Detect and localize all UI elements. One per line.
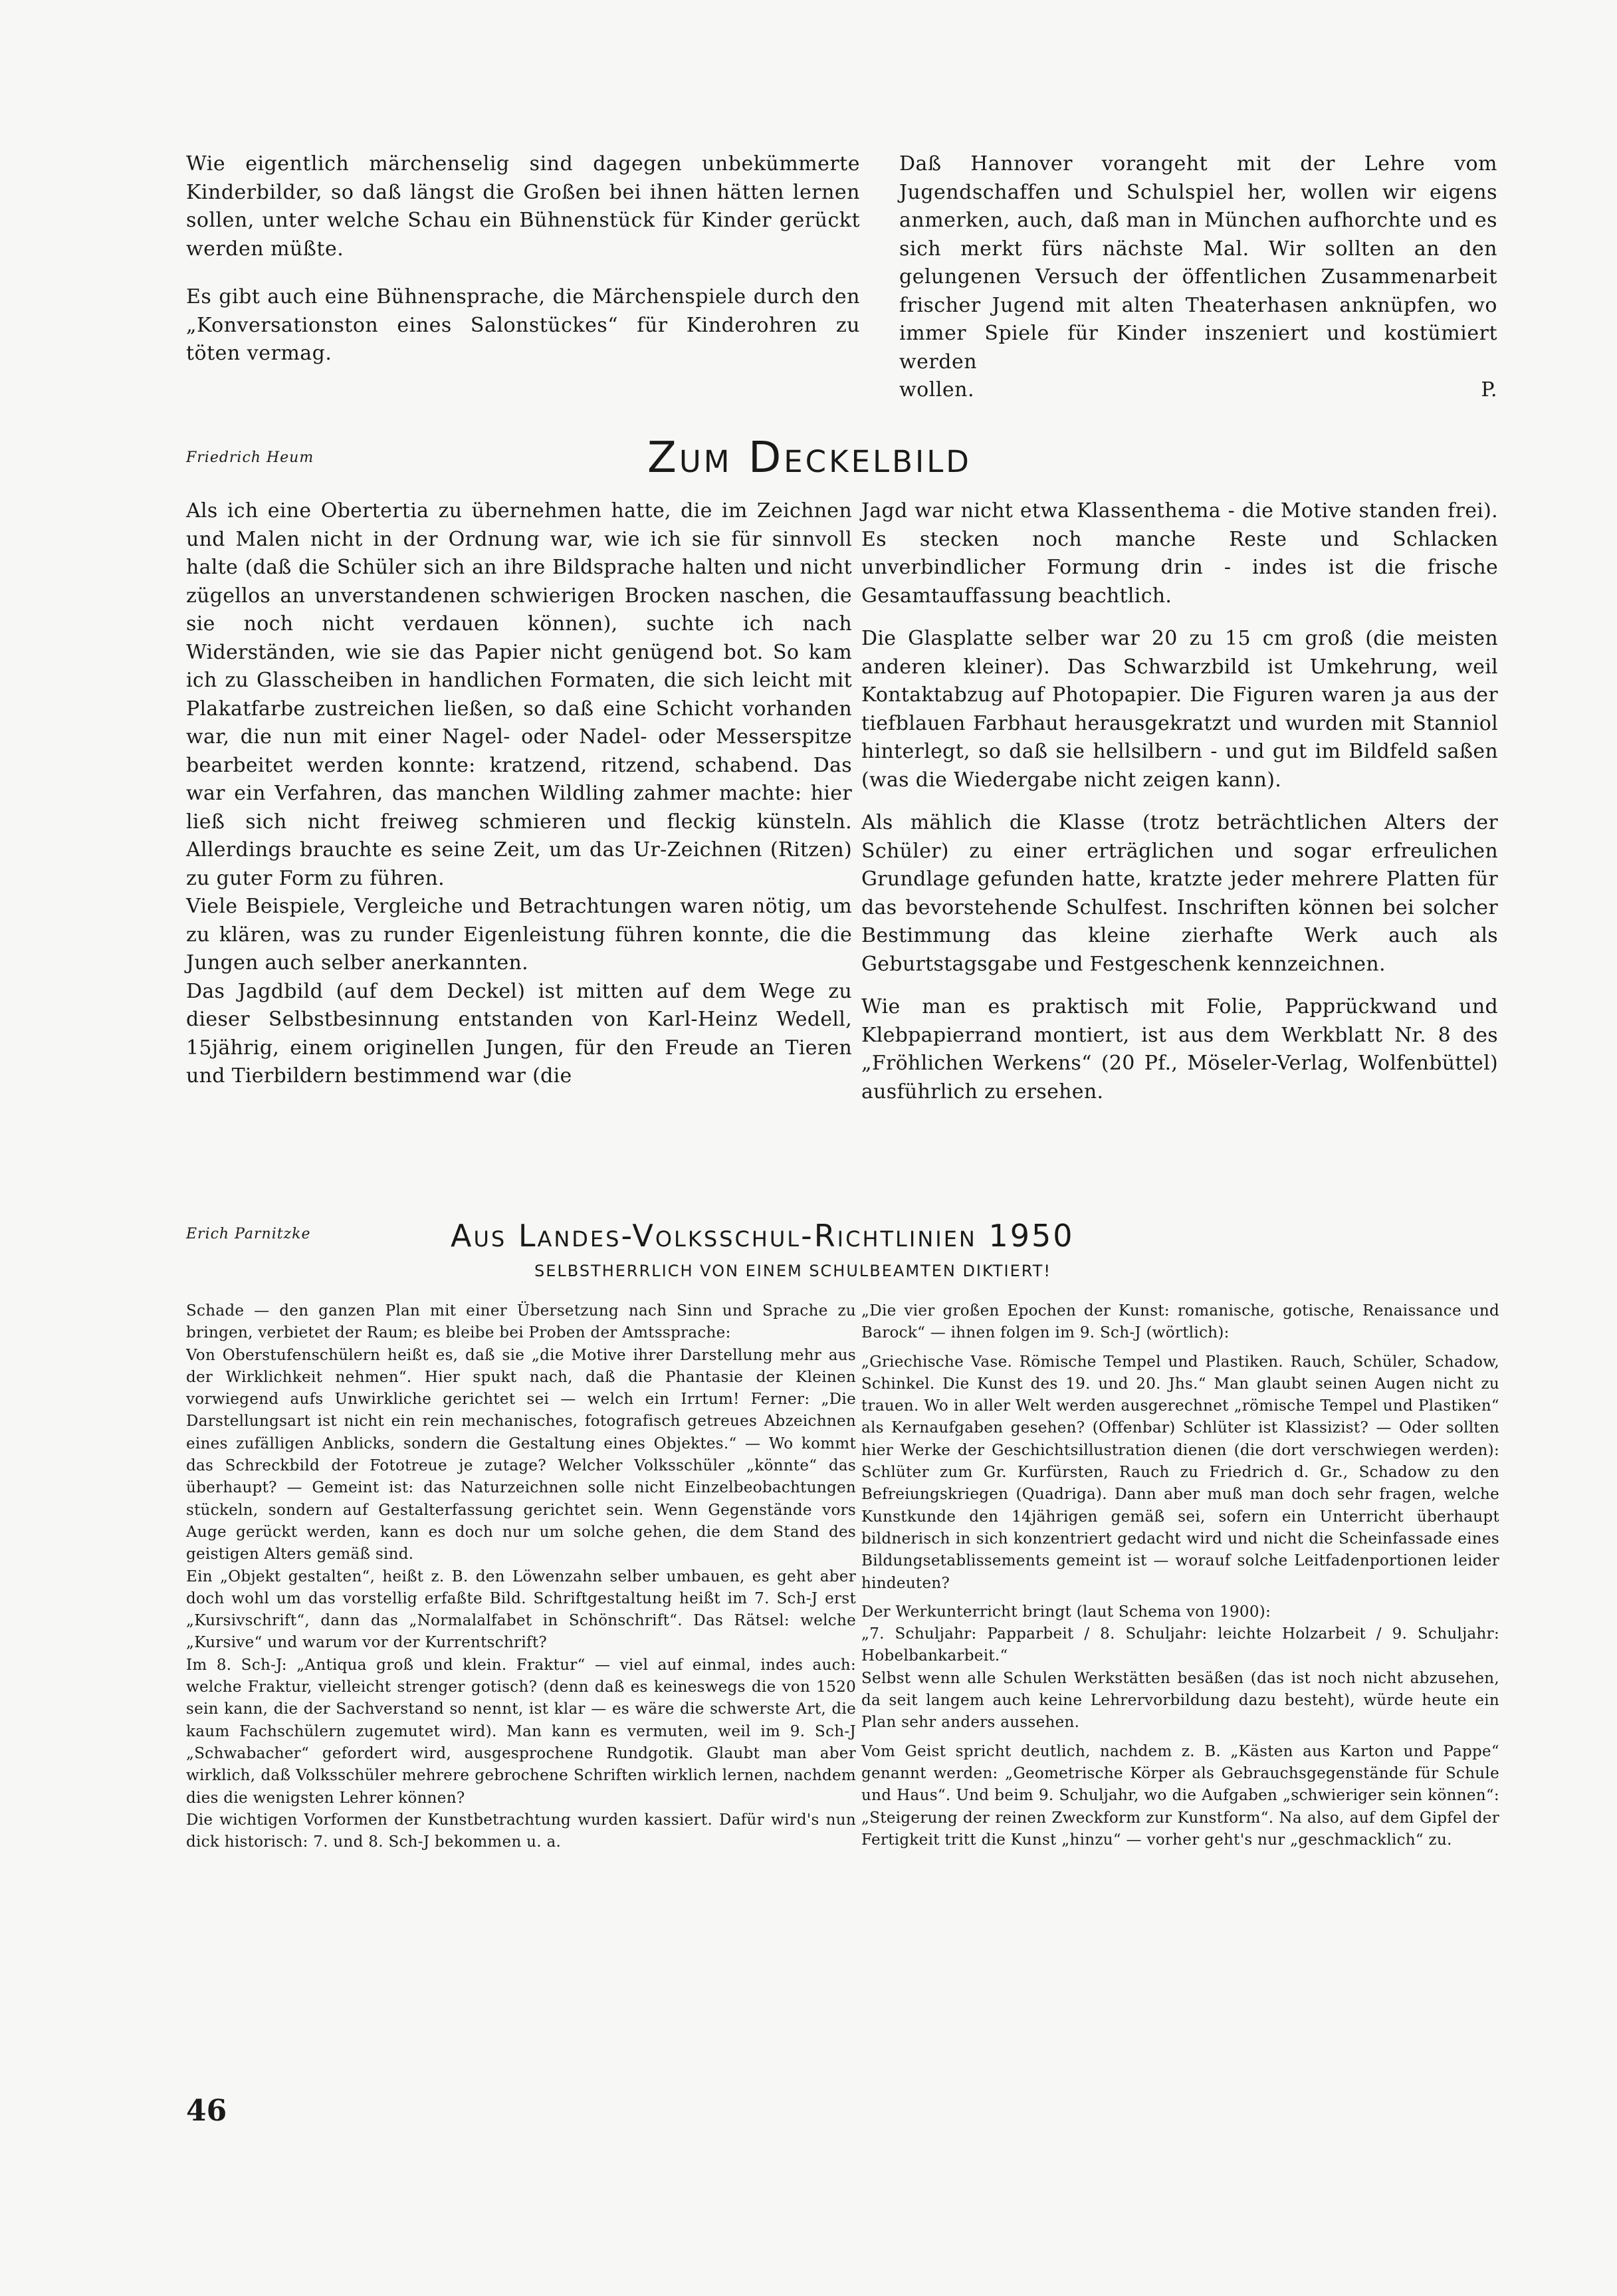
paragraph: „7. Schuljahr: Papparbeit / 8. Schuljahr: leichte Holzarbeit / 9. Schuljahr: Hobelbankarbeit.“ [861,1625,1499,1665]
paragraph: Ein „Objekt gestalten“, heißt z. B. den Löwenzahn selber umbauen, es geht aber doch wohl um das vorstellig erfaßte Bild. Schriftgestaltung heißt im 7. Sch-J erst „Kursivschrift“, dann das „Normalalfabet in Schönschrift“. Das Rätsel: welche „Kursive“ und warum vor der Kurrentschrift? [186,1567,856,1652]
paragraph: „Griechische Vase. Römische Tempel und Plastiken. Rauch, Schüler, Schadow, Schinkel. Die Kunst des 19. und 20. Jhs.“ Man glaubt seinen Augen nicht zu trauen. Wo in aller Welt werden ausgerechnet „römische Tempel und Plastiken“ als Kernaufgaben gesehen? (Offenbar) Schlüter ist Klassizist? — Oder sollten hier Werke der Geschichtsillustration dienen (die dort verschwiegen werden): Schlüter zum Gr. Kurfürsten, Rauch zu Friedrich d. Gr., Schadow zu den Befreiungskriegen (Quadriga). Dann aber muß man doch sehr fragen, welche Kunstkunde den 14jährigen gemäß sei, sofern ein Unterricht überhaupt bildnerisch in sich konzentriert gedacht wird und nicht die Scheinfassade eines Bildungsetablissements gemeint ist — worauf solche Leitfadenportionen leider hindeuten? [861,1353,1499,1592]
paragraph: Der Werkunterricht bringt (laut Schema von 1900): [861,1603,1271,1621]
paragraph: Selbst wenn alle Schulen Werkstätten besäßen (das ist noch nicht abzusehen, da seit langem auch keine Lehrervorbildung dazu besteht), würde heute ein Plan sehr anders aussehen. [861,1669,1499,1732]
paragraph-end: wollen. [899,378,975,402]
paragraph: Jagd war nicht etwa Klassenthema - die Motive standen frei). Es stecken noch manche Reste und Schlacken unverbindlicher Formung drin - indes ist die frische Gesamtauffassung beachtlich. [861,499,1498,608]
paragraph: Die wichtigen Vorformen der Kunstbetrachtung wurden kassiert. Dafür wird's nun dick historisch: 7. und 8. Sch-J bekommen u. a. [186,1811,856,1851]
article-left-column [186,1300,856,1853]
article-right-column [861,497,1498,1121]
article-subtitle: SELBSTHERRLICH VON EINEM SCHULBEAMTEN DIKTIERT! [534,1262,1051,1280]
paragraph: Die Glasplatte selber war 20 zu 15 cm groß (die meisten anderen kleiner). Das Schwarzbild ist Umkehrung, weil Kontaktabzug auf Photopapier. Die Figuren waren ja aus der tiefblauen Farbhaut herausgekratzt und wurden mit Stanniol hinterlegt, so daß sie hellsilbern - und gut im Bildfeld saßen (was die Wiedergabe nicht zeigen kann). [861,627,1498,792]
article-author: Friedrich Heum [186,449,314,466]
intro-left-column [186,150,860,388]
paragraph: Viele Beispiele, Vergleiche und Betrachtungen waren nötig, um zu klären, was zu runder Eigenleistung führen konnte, die die Jungen auch selber anerkannten. [186,895,852,975]
intro-right-column [899,150,1497,405]
article-left-column [186,497,852,1091]
paragraph: Im 8. Sch-J: „Antiqua groß und klein. Fraktur“ — viel auf einmal, indes auch: welche Fraktur, vielleicht strenger gotisch? (denn daß es keineswegs die von 1520 sein kann, die der Sachverstand so nennt, ist klar — es wäre die schwerste Art, die kaum Fachschülern zugemutet wird). Man kann es vermuten, weil im 9. Sch-J „Schwabacher“ gefordert wird, ausgesprochene Rundgotik. Glaubt man aber wirklich, daß Volksschüler mehrere gebrochene Schriften wirklich lernen, nachdem dies die wenigsten Lehrer können? [186,1656,856,1807]
signature-line [899,376,1497,405]
paragraph: Daß Hannover vorangeht mit der Lehre vom Jugendschaffen und Schulspiel her, wollen wir eigens anmerken, auch, daß man in München aufhorchte und es sich merkt fürs nächste Mal. Wir sollten an den gelungenen Versuch der öffentlichen Zusammenarbeit frischer Jugend mit alten Theaterhasen anknüpfen, wo immer Spiele für Kinder inszeniert und kostümiert werden [899,152,1497,374]
paragraph: Als mählich die Klasse (trotz beträchtlichen Alters der Schüler) zu einer erträglichen und sogar erfreulichen Grundlage gefunden hatte, kratzte jeder mehrere Platten für das bevorstehende Schulfest. Inschriften können bei solcher Bestimmung das kleine zierhafte Werk auch als Geburtstagsgabe und Festgeschenk kennzeichnen. [861,811,1498,976]
paragraph: Als ich eine Obertertia zu übernehmen hatte, die im Zeichnen und Malen nicht in der Ordnung war, wie ich sie für sinnvoll halte (daß die Schüler sich an ihre Bildsprache halten und nicht zügellos an unverstandenen schwierigen Brocken naschen, die sie noch nicht verdauen können), suchte ich nach Widerständen, wie sie das Papier nicht genügend bot. So kam ich zu Glasscheiben in handlichen Formaten, die sich leicht mit Plakatfarbe zustreichen ließen, so daß eine Schicht vorhanden war, die nun mit einer Nagel- oder Nadel- oder Messerspitze bearbeitet werden konnte: kratzend, ritzend, schabend. Das war ein Verfahren, das manchen Wildling zahmer machte: hier ließ sich nicht freiweg schmieren und fleckig künsteln. Allerdings brauchte es seine Zeit, um das Ur-Zeichnen (Ritzen) zu guter Form zu führen. [186,499,852,890]
author-signature: P. [1481,378,1497,402]
paragraph: Es gibt auch eine Bühnensprache, die Märchenspiele durch den „Konversationston eines Salonstückes“ für Kinderohren zu töten vermag. [186,285,860,365]
article-right-column [861,1300,1499,1858]
paragraph: Wie man es praktisch mit Folie, Papprückwand und Klebpapierrand montiert, ist aus dem Werkblatt Nr. 8 des „Fröhlichen Werkens“ (20 Pf., Möseler-Verlag, Wolfenbüttel) ausführlich zu ersehen. [861,995,1498,1103]
paragraph: Vom Geist spricht deutlich, nachdem z. B. „Kästen aus Karton und Pappe“ genannt werden: „Geometrische Körper als Gebrauchsgegenstände für Schule und Haus“. Und beim 9. Schuljahr, wo die Aufgaben „schwieriger sein können“: „Steigerung der reinen Zweckform zur Kunstform“. Na also, auf dem Gipfel der Fertigkeit tritt die Kunst „hinzu“ — vorher geht's nur „geschmacklich“ zu. [861,1742,1499,1849]
paragraph: „Die vier großen Epochen der Kunst: romanische, gotische, Renaissance und Barock“ — ihnen folgen im 9. Sch-J (wörtlich): [861,1302,1499,1342]
article-author: Erich Parnitzke [186,1226,311,1242]
page-number: 46 [186,2094,227,2128]
paragraph: Das Jagdbild (auf dem Deckel) ist mitten auf dem Wege zu dieser Selbstbesinnung entstanden von Karl-Heinz Wedell, 15jährig, einem originellen Jungen, für den Freude an Tieren und Tierbildern bestimmend war (die [186,979,852,1088]
paragraph: Schade — den ganzen Plan mit einer Übersetzung nach Sinn und Sprache zu bringen, verbietet der Raum; es bleibe bei Proben der Amtssprache: [186,1302,856,1342]
article-title: Zum Deckelbild [647,433,972,483]
paragraph: Wie eigentlich märchenselig sind dagegen unbekümmerte Kinderbilder, so daß längst die Großen bei ihnen hätten lernen sollen, unter welche Schau ein Bühnenstück für Kinder gerückt werden müßte. [186,152,860,261]
article-title: Aus Landes-Volksschul-Richtlinien 1950 [451,1218,1075,1254]
paragraph: Von Oberstufenschülern heißt es, daß sie „die Motive ihrer Darstellung mehr aus der Wirklichkeit nehmen“. Hier spukt nach, daß die Phantasie der Kleinen vorwiegend aufs Unwirkliche gerichtet sei — welch ein Irrtum! Ferner: „Die Darstellungsart ist nicht ein rein mechanisches, fotografisch getreues Abzeichnen eines zufälligen Anblicks, sondern die Gestaltung eines Objektes.“ — Wo kommt das Schreckbild der Fototreue je zutage? Welcher Volksschüler „könnte“ das überhaupt? — Gemeint ist: das Naturzeichnen solle nicht Einzelbeobachtungen stückeln, sondern auf Gestalterfassung gerichtet sein. Wenn Gegenstände vors Auge gerückt werden, kann es doch nur um solche gehen, die dem Stand des geistigen Alters gemäß sind. [186,1346,856,1563]
